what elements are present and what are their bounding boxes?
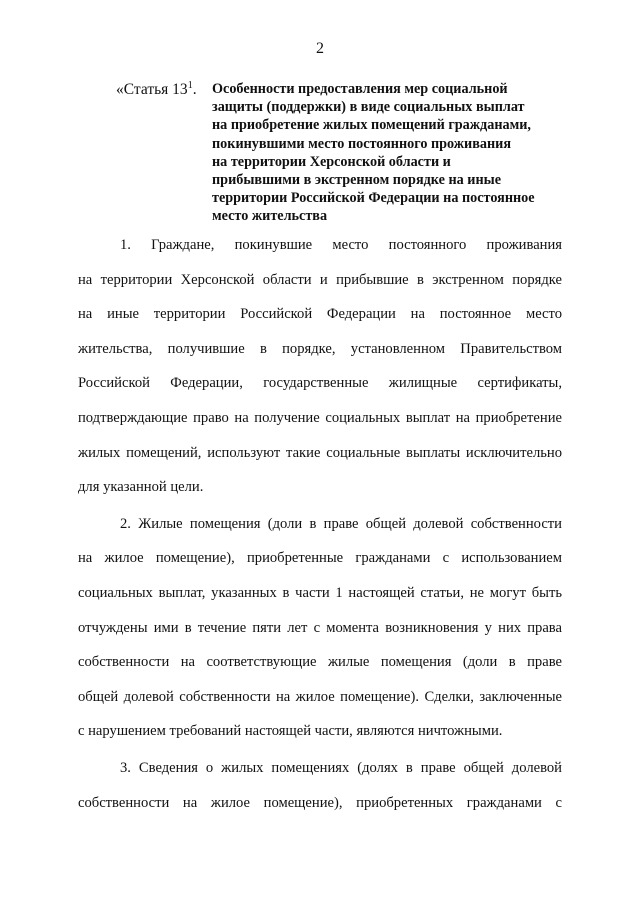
article-title-line: покинувшими место постоянного проживания: [212, 135, 512, 152]
article-label-superscript: 1: [187, 80, 193, 91]
text-line: собственности на соответствующие жилые помещения (доли в праве: [78, 654, 562, 671]
article-title-line: на приобретение жилых помещений гражданами,: [212, 117, 531, 134]
paragraph-1: [78, 233, 562, 510]
article-title-line: Особенности предоставления мер социальной: [212, 81, 508, 97]
text-line: 2. Жилые помещения (доли в праве общей долевой собственности: [120, 515, 562, 532]
article-title-line: на территории Херсонской области и: [212, 153, 451, 170]
article-title-line: территории Российской Федерации на постоянное: [212, 190, 535, 207]
article-label-end: .: [192, 81, 197, 99]
article-title-line: место жительства: [212, 208, 328, 225]
text-line: на территории Херсонской области и прибывшие в экстренном порядке: [78, 271, 562, 288]
article-title: [212, 80, 552, 226]
page-number: 2: [316, 40, 324, 57]
text-line: подтверждающие право на получение социальных выплат на приобретение: [78, 409, 562, 426]
article-title-line: прибывшими в экстренном порядке на иные: [212, 172, 501, 189]
paragraph-3: [78, 756, 562, 825]
text-line: отчуждены ими в течение пяти лет с момента возникновения у них права: [78, 619, 562, 636]
text-line: собственности на жилое помещение), приобретенных гражданами с: [78, 794, 562, 811]
text-line: Российской Федерации, государственные жилищные сертификаты,: [78, 375, 562, 392]
paragraph-2: [78, 512, 562, 754]
text-line: жилых помещений, используют такие социальные выплаты исключительно: [78, 444, 562, 461]
text-line: социальных выплат, указанных в части 1 настоящей статьи, не могут быть: [78, 584, 562, 601]
text-line: 3. Сведения о жилых помещениях (долях в праве общей долевой: [120, 759, 562, 776]
text-line: 1. Граждане, покинувшие место постоянного проживания: [120, 237, 562, 253]
article-label-text: «Статья 13: [116, 81, 188, 99]
text-line: общей долевой собственности на жилое помещение). Сделки, заключенные: [78, 688, 562, 705]
article-body: [78, 233, 562, 825]
article-title-line: защиты (поддержки) в виде социальных выплат: [212, 99, 525, 116]
text-line: на иные территории Российской Федерации на постоянное место: [78, 306, 562, 323]
text-line: на жилое помещение), приобретенные гражданами с использованием: [78, 550, 562, 567]
text-line: для указанной цели.: [78, 479, 204, 496]
text-line: с нарушением требований настоящей части, являются ничтожными.: [78, 723, 503, 740]
article-label: [116, 80, 197, 99]
text-line: жительства, получившие в порядке, установленном Правительством: [78, 340, 562, 357]
